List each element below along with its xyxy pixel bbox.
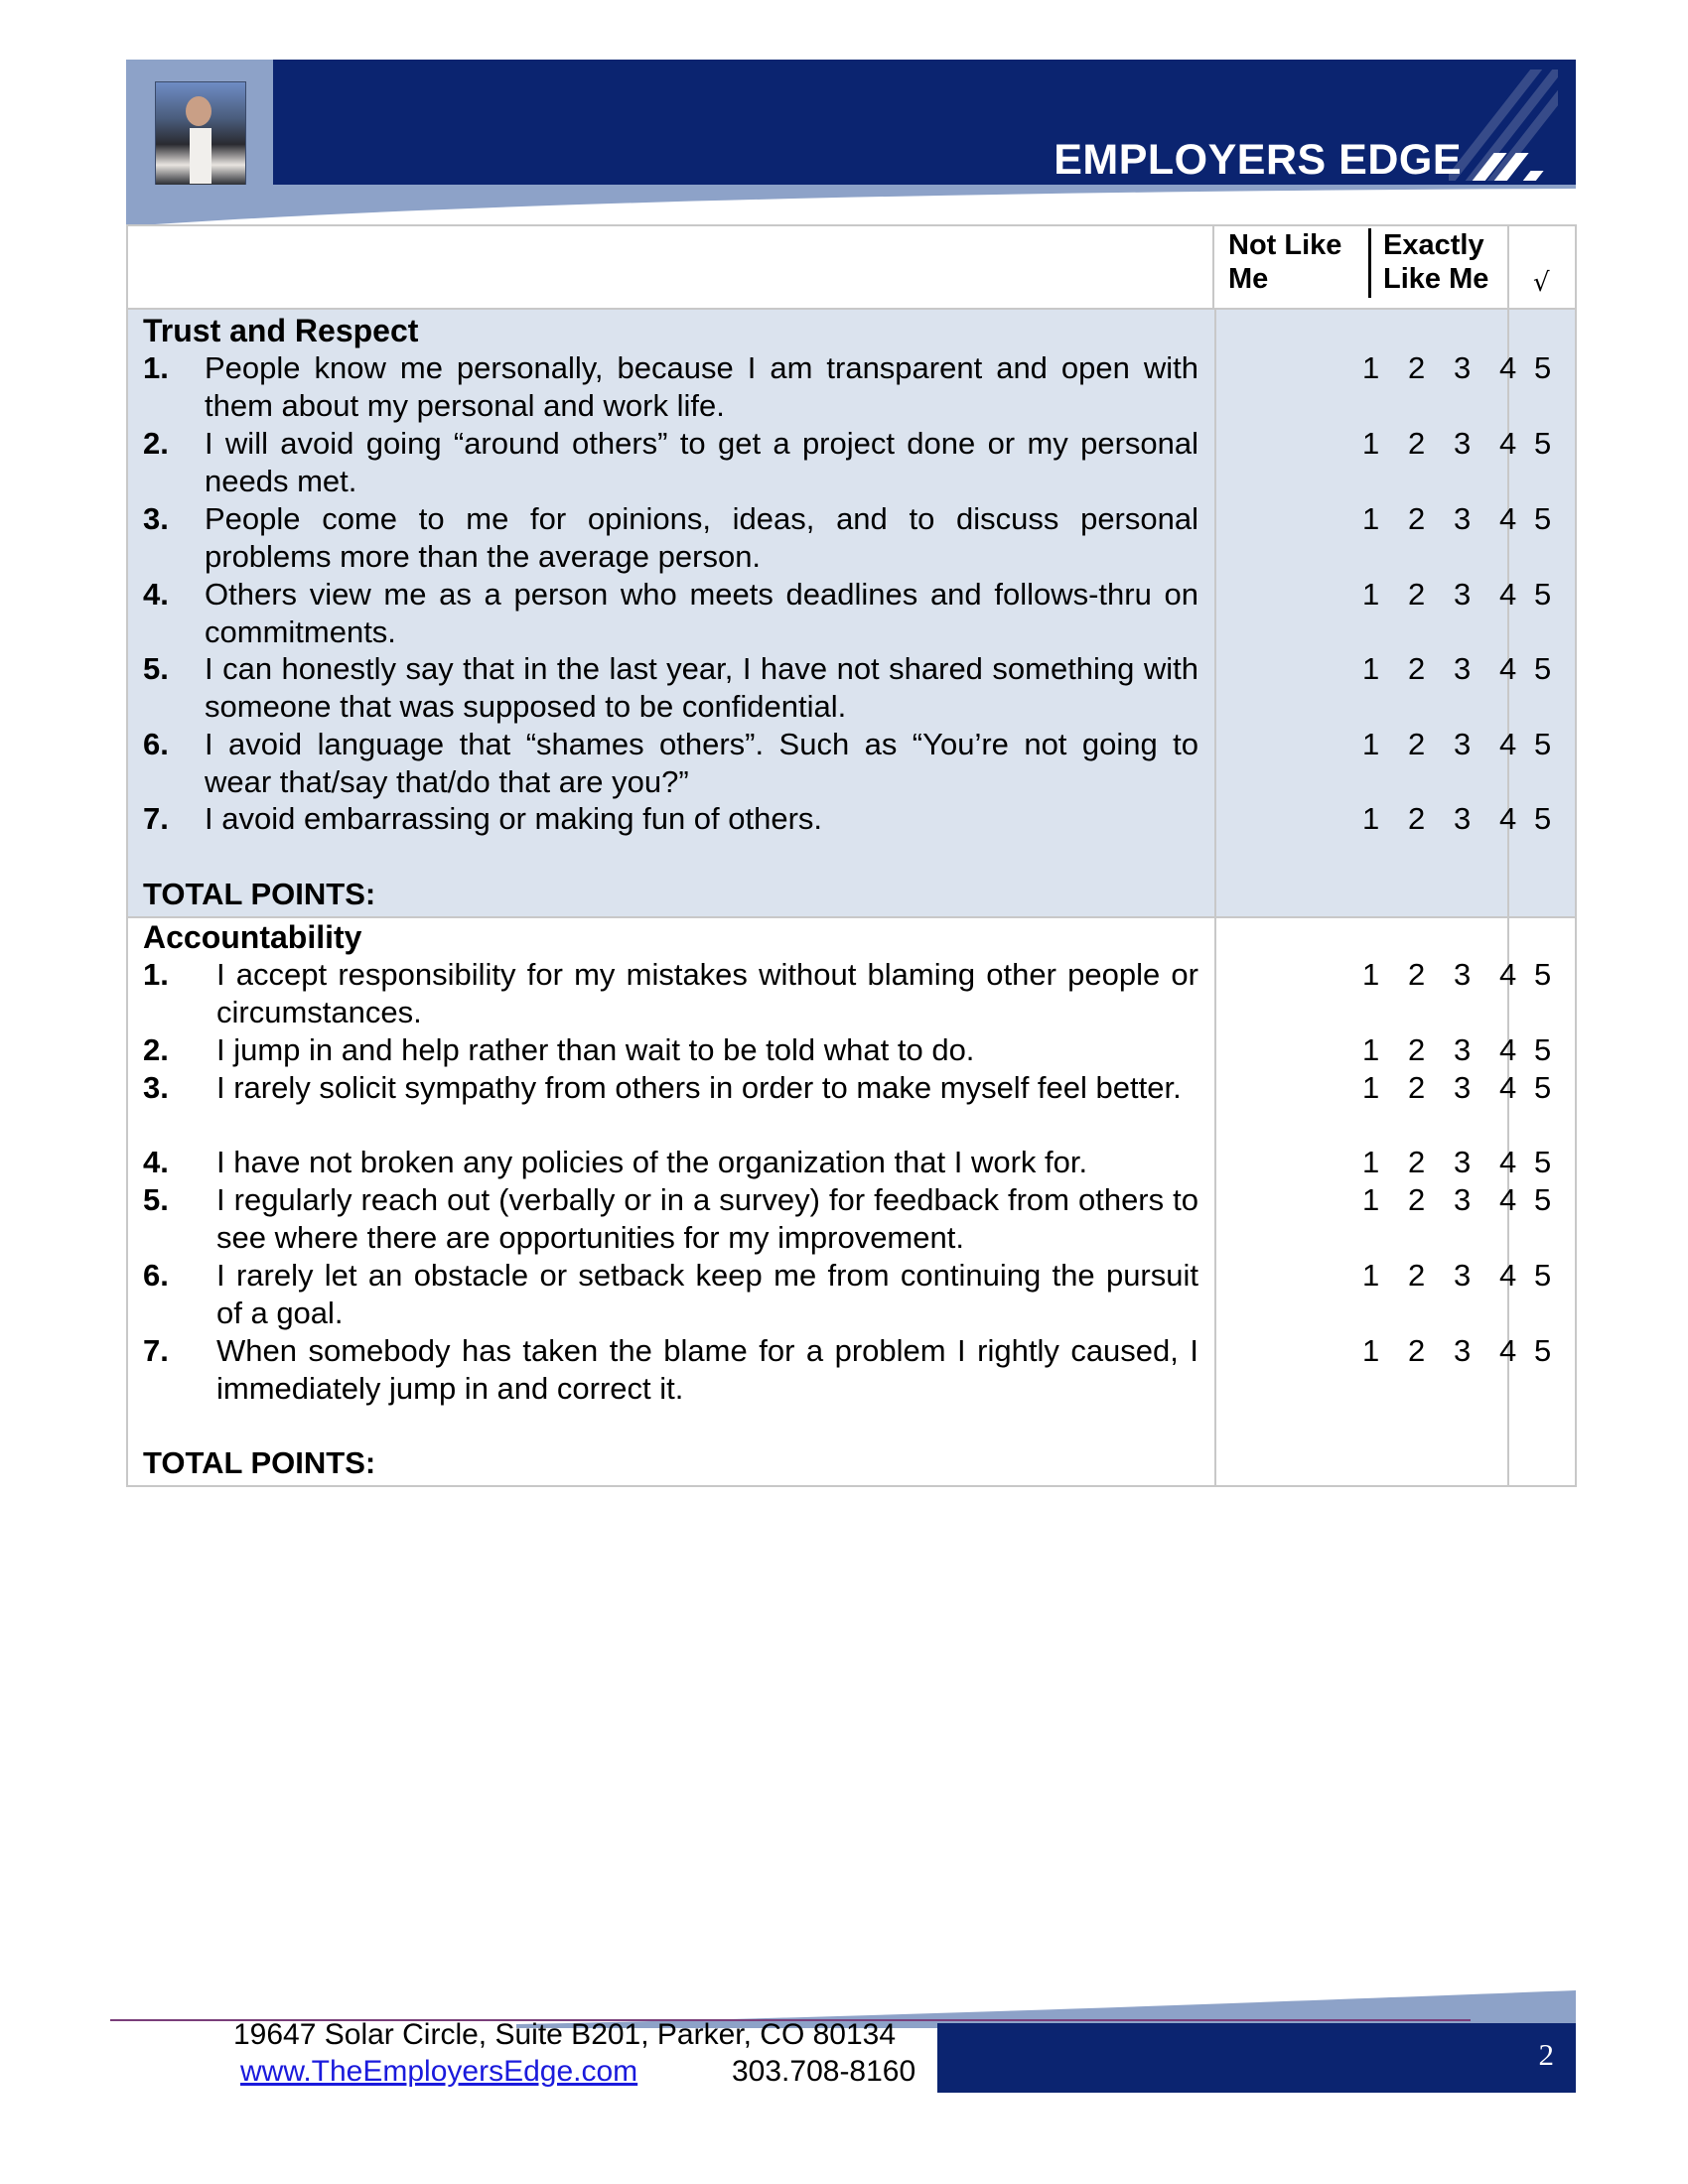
section-accountability: Accountability 1. I accept responsibility for my mistakes without blaming other people or circumstances. 2. I jump in and help rather than wait to be told what to do. 3. I rarely solicit sympathy from others in order to make myself feel better. 4. I have not broken any policies of the organization that I work for. 5. I regularly reach out (verbally or in a survey) for feedback from others to see where there are opportunities for my improvement. 6. I rarely let an obstacle or setback keep me from continuing the pursuit of a goal. 7. When somebody has taken the blame for a problem I rightly caused, I immediately jump in and correct it. TOTAL POINTS: 1 2 3 4 5 1 2 3 4 5 1 2 3 4 5 1 2 3 4 5 1 2 3 4 5 1 2 3 4 5 1 2 3 4 5 bbox=[128, 918, 1575, 1485]
question-item: 3. People come to me for opinions, ideas, and to discuss personal problems more than the average person. bbox=[143, 501, 1198, 574]
assessment-table bbox=[126, 224, 1577, 1487]
header-check-cell bbox=[1509, 226, 1575, 308]
checkmark-icon: √ bbox=[1533, 268, 1550, 298]
question-item: 5. I can honestly say that in the last year, I have not shared something with someone that was supposed to be confidential. bbox=[143, 651, 1198, 724]
brand-name: EMPLOYERS EDGE bbox=[1054, 136, 1462, 184]
total-points-label: TOTAL POINTS: bbox=[143, 1445, 376, 1480]
header-photo bbox=[155, 81, 246, 187]
stripes-logo-icon bbox=[1449, 69, 1558, 181]
question-item: 2. I will avoid going “around others” to get a project done or my personal needs met. bbox=[143, 426, 1198, 498]
total-points-label: TOTAL POINTS: bbox=[143, 877, 376, 911]
not-like-me-label: Not Like Me bbox=[1228, 229, 1342, 295]
photo-person-head bbox=[186, 96, 211, 126]
header-swoosh bbox=[126, 185, 1576, 226]
section-trust-and-respect: Trust and Respect 1. People know me personally, because I am transparent and open with them about my personal and work life. 2. I will avoid going “around others” to get a project done or my personal needs met. 3. People come to me for opinions, ideas, and to discuss personal problems more than the average person. 4. Others view me as a person who meets deadlines and follows-thru on commitments. 5. I can honestly say that in the last year, I have not shared something with someone that was supposed to be confidential. 6. I avoid language that “shames others”. Such as “You’re not going to wear that/say that/do that are you?” 7. I avoid embarrassing or making fun of others. TOTAL POINTS: 1 2 3 4 5 1 2 3 4 5 1 2 3 4 5 1 2 3 4 5 1 2 3 4 5 1 2 3 4 5 1 2 3 4 5 bbox=[128, 310, 1575, 918]
table-header-row bbox=[128, 226, 1575, 310]
question-item: 4. I have not broken any policies of the organization that I work for. bbox=[143, 1145, 1088, 1179]
footer-phone: 303.708-8160 bbox=[732, 2055, 916, 2088]
page-header bbox=[126, 60, 1576, 189]
question-item: 3. I rarely solicit sympathy from others in order to make myself feel better. bbox=[143, 1070, 1182, 1105]
header-question-cell bbox=[128, 226, 1214, 308]
question-item: 6. I rarely let an obstacle or setback keep me from continuing the pursuit of a goal. bbox=[143, 1258, 1198, 1330]
page-number: 2 bbox=[1538, 2037, 1554, 2072]
question-item: 7. When somebody has taken the blame for a problem I rightly caused, I immediately jump in and correct it. bbox=[143, 1333, 1198, 1406]
question-item: 4. Others view me as a person who meets deadlines and follows-thru on commitments. bbox=[143, 577, 1198, 649]
footer-website-link[interactable]: www.TheEmployersEdge.com bbox=[240, 2055, 638, 2088]
question-item: 5. I regularly reach out (verbally or in a survey) for feedback from others to see where there are opportunities for my improvement. bbox=[143, 1182, 1198, 1255]
footer-bar bbox=[937, 2023, 1576, 2093]
question-item: 2. I jump in and help rather than wait to be told what to do. bbox=[143, 1032, 975, 1067]
question-item: 1. I accept responsibility for my mistakes without blaming other people or circumstances. bbox=[143, 957, 1198, 1029]
footer-address: 19647 Solar Circle, Suite B201, Parker, CO 80134 bbox=[233, 2018, 897, 2051]
scale-divider bbox=[1368, 228, 1371, 298]
header-scale-cell bbox=[1214, 226, 1509, 308]
question-item: 6. I avoid language that “shames others”. Such as “You’re not going to wear that/say that/do that are you?” bbox=[143, 727, 1198, 799]
section-title: Accountability bbox=[143, 919, 362, 955]
section-title: Trust and Respect bbox=[143, 313, 419, 348]
question-item: 7. I avoid embarrassing or making fun of others. bbox=[143, 801, 823, 836]
question-item: 1. People know me personally, because I am transparent and open with them about my personal and work life. bbox=[143, 350, 1198, 423]
photo-band bbox=[126, 60, 273, 189]
exactly-like-me-label: Exactly Like Me bbox=[1383, 229, 1489, 295]
photo-person-shirt bbox=[190, 128, 211, 184]
